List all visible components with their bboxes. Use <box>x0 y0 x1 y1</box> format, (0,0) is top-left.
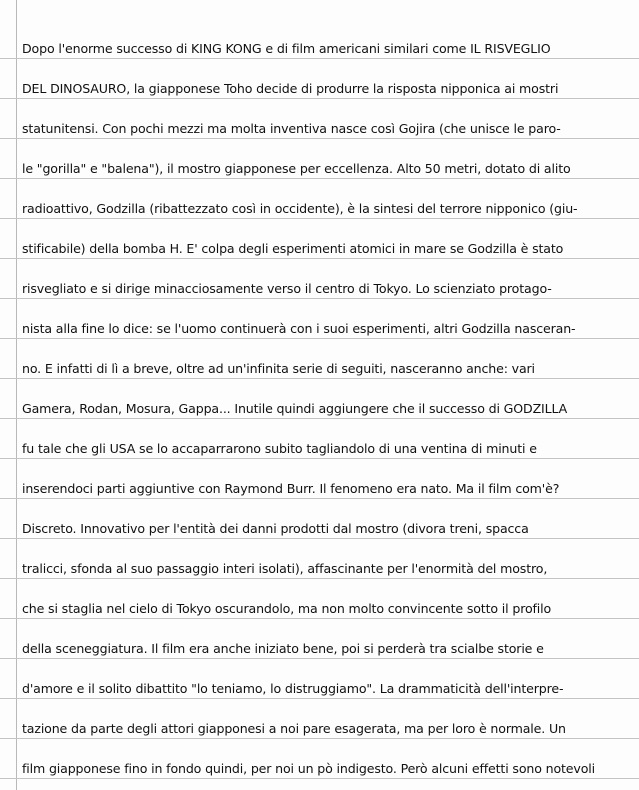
text-line-14: tralicci, sfonda al suo passaggio interi isolati), affascinante per l'enormità del mostro, <box>22 561 548 576</box>
text-line-2: DEL DINOSAURO, la giapponese Toho decide di produrre la risposta nipponica ai mostri <box>22 81 559 96</box>
text-line-16: della sceneggiatura. Il film era anche iniziato bene, poi si perderà tra scialbe storie e <box>22 641 544 656</box>
text-line-3: statunitensi. Con pochi mezzi ma molta inventiva nasce così Gojira (che unisce le paro- <box>22 121 561 136</box>
text-line-12: inserendoci parti aggiuntive con Raymond Burr. Il fenomeno era nato. Ma il film com'è? <box>22 481 560 496</box>
text-line-11: fu tale che gli USA se lo accaparrarono subito tagliandolo di una ventina di minuti e <box>22 441 537 456</box>
text-line-10: Gamera, Rodan, Mosura, Gappa... Inutile quindi aggiungere che il successo di GODZILLA <box>22 401 568 416</box>
text-line-5: radioattivo, Godzilla (ribattezzato così in occidente), è la sintesi del terrore nipponico (giu- <box>22 201 578 216</box>
text-line-13: Discreto. Innovativo per l'entità dei danni prodotti dal mostro (divora treni, spacca <box>22 521 529 536</box>
text-line-4: le "gorilla" e "balena"), il mostro giapponese per eccellenza. Alto 50 metri, dotato di alito <box>22 161 571 176</box>
text-line-17: d'amore e il solito dibattito "lo teniamo, lo distruggiamo". La drammaticità dell'interpre- <box>22 681 564 696</box>
text-line-19: film giapponese fino in fondo quindi, per noi un pò indigesto. Però alcuni effetti sono notevoli <box>22 761 595 776</box>
text-line-15: che si staglia nel cielo di Tokyo oscurandolo, ma non molto convincente sotto il profilo <box>22 601 552 616</box>
text-line-18: tazione da parte degli attori giapponesi a noi pare esagerata, ma per loro è normale. Un <box>22 721 566 736</box>
text-line-9: no. E infatti di lì a breve, oltre ad un'infinita serie di seguiti, nasceranno anche: vari <box>22 361 535 376</box>
text-line-1: Dopo l'enorme successo di KING KONG e di film americani similari come IL RISVEGLIO <box>22 41 551 56</box>
text-line-8: nista alla fine lo dice: se l'uomo continuerà con i suoi esperimenti, altri Godzilla nasceran- <box>22 321 576 336</box>
text-line-7: risvegliato e si dirige minacciosamente verso il centro di Tokyo. Lo scienziato protago- <box>22 281 552 296</box>
text-line-6: stificabile) della bomba H. E' colpa degli esperimenti atomici in mare se Godzilla è stato <box>22 241 564 256</box>
